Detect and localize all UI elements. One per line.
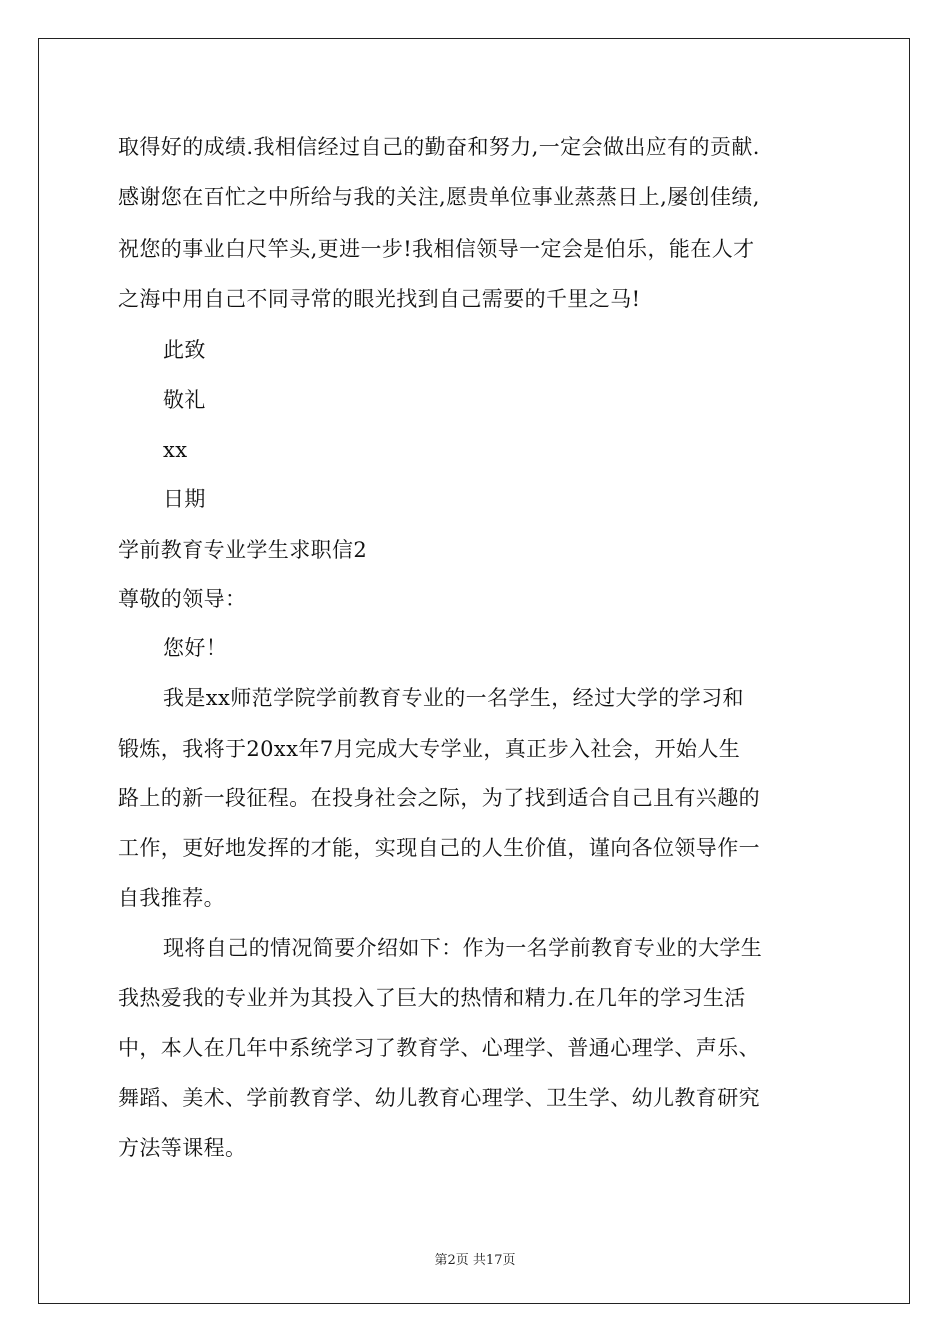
closing-regards: 敬礼 (163, 388, 206, 412)
text-line: 路上的新一段征程。在投身社会之际，为了找到适合自己且有兴趣的 (118, 786, 760, 810)
signature-name: xx (163, 438, 188, 462)
text-line: 方法等课程。 (118, 1136, 247, 1160)
text-line: 工作，更好地发挥的才能，实现自己的人生价值，谨向各位领导作一 (118, 836, 760, 860)
text-line: 之海中用自己不同寻常的眼光找到自己需要的千里之马! (118, 287, 641, 311)
text-line: 取得好的成绩.我相信经过自己的勤奋和努力,一定会做出应有的贡献. (118, 135, 760, 159)
text-line: 自我推荐。 (118, 886, 225, 910)
text-line: 我是xx师范学院学前教育专业的一名学生，经过大学的学习和 (163, 686, 744, 710)
text-line: 中，本人在几年中系统学习了教育学、心理学、普通心理学、声乐、 (118, 1036, 760, 1060)
closing-salutation: 此致 (163, 338, 206, 362)
text-line: 锻炼，我将于20xx年7月完成大专学业，真正步入社会，开始人生 (118, 737, 741, 761)
text-line: 我热爱我的专业并为其投入了巨大的热情和精力.在几年的学习生活 (118, 986, 746, 1010)
greeting: 尊敬的领导： (118, 587, 247, 611)
signature-date: 日期 (163, 487, 206, 511)
page-border (38, 38, 910, 1304)
text-line: 现将自己的情况简要介绍如下：作为一名学前教育专业的大学生 (163, 936, 763, 960)
text-line: 舞蹈、美术、学前教育学、幼儿教育心理学、卫生学、幼儿教育研究 (118, 1086, 760, 1110)
page-number-footer: 第2页 共17页 (434, 1253, 516, 1268)
section-title: 学前教育专业学生求职信2 (118, 538, 368, 562)
text-line: 祝您的事业白尺竿头,更进一步!我相信领导一定会是伯乐，能在人才 (118, 237, 755, 261)
text-line: 感谢您在百忙之中所给与我的关注,愿贵单位事业蒸蒸日上,屡创佳绩, (118, 185, 760, 209)
greeting-hello: 您好！ (163, 636, 228, 660)
